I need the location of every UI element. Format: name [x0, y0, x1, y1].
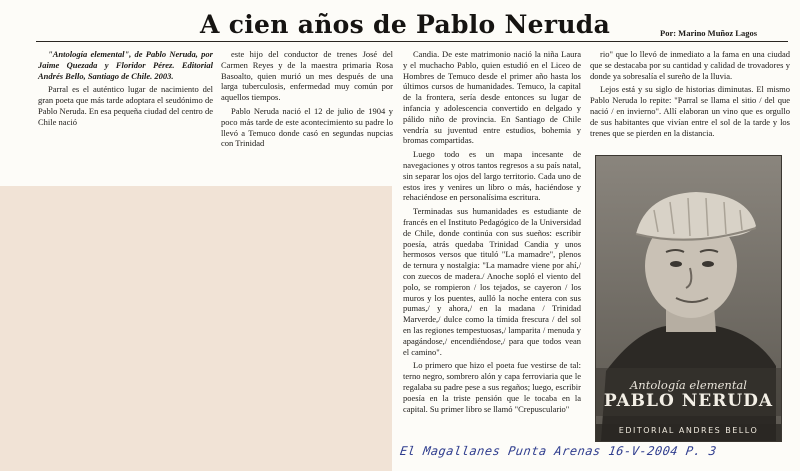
- cover-subtitle: Antología elemental: [630, 378, 747, 392]
- column-4-paragraph: Lejos está y su siglo de historias diminutas. El mismo Pablo Neruda lo repite: "Parral se llama el sitio / del que nació / en invierno". Allí elaboran un vino que es orgullo de sus habitantes que vivían entre el sol de la tarde y los trenes que se pierden en la distancia.: [590, 84, 790, 138]
- column-2-paragraph: este hijo del conductor de trenes José del Carmen Reyes y de la maestra primaria Rosa Basoalto, quien murió un mes después de una larga tuberculosis, enfermedad muy común por aquellos tiempos.: [221, 49, 393, 103]
- article-title: A cien años de Pablo Neruda: [200, 10, 611, 39]
- column-3: [403, 49, 581, 414]
- column-3-paragraph: Candia. De este matrimonio nació la niña Laura y el muchacho Pablo, quien estudió en el Liceo de Hombres de Temuco desde el primer año hasta los últimos cursos de humanidades. Temuco, la capital de la frontera, sería desde entonces su lugar de infancia y adolescencia convertido en delgado y pálido niño de provincia. En Santiago de Chile vendría su juventud entre estudios, bohemia y bromas compartidas.: [403, 49, 581, 146]
- column-1: [38, 49, 213, 179]
- cover-publisher: EDITORIAL ANDRES BELLO: [618, 426, 759, 435]
- book-reference: "Antología elemental", de Pablo Neruda, por Jaime Quezada y Floridor Pérez. Editorial Andrés Bello, Santiago de Chile. 2003.: [38, 49, 213, 81]
- column-2: [221, 49, 393, 174]
- handwritten-source-note: El Magallanes Punta Arenas 16-V-2004 P. 3: [399, 444, 718, 458]
- column-2-paragraph: Pablo Neruda nació el 12 de julio de 1904 y poco más tarde de este acontecimiento su padre lo llevó a Temuco donde casó en segundas nupcias con Trinidad: [221, 105, 393, 149]
- article-byline: Por: Marino Muñoz Lagos: [660, 28, 758, 38]
- blank-area: [0, 186, 392, 471]
- column-4-paragraph: rio" que lo llevó de inmediato a la fama en una ciudad que se destacaba por su cantidad y calidad de trovadores y donde ya sobresalía el sureño de la lluvia.: [590, 49, 790, 81]
- cover-author: PABLO NERUDA: [603, 391, 774, 411]
- column-4: [590, 49, 790, 151]
- column-1-paragraph: Parral es el auténtico lugar de nacimiento del gran poeta que más tarde adoptara el seudónimo de Pablo Neruda. En esa pequeña ciudad del centro de Chile nació: [38, 84, 213, 127]
- column-3-paragraph: Lo primero que hizo el poeta fue vestirse de tal: terno negro, sombrero alón y capa ferroviaria que le regalaba su padre pese a sus regaños; luego, escribir poesía en la triste pensión que le tocaba en la capital. Su primer libro se llamó "Crepusculario": [403, 360, 581, 414]
- book-cover-photo: [595, 155, 782, 442]
- title-divider: [36, 41, 788, 42]
- column-3-paragraph: Luego todo es un mapa incesante de navegaciones y otros tantos regresos a su país natal, sin separar los ojos del largo territorio. Cada uno de estos ires y venires un libro o más, haciéndose y rehaciéndose en personalísima escritura.: [403, 149, 581, 203]
- column-3-paragraph: Terminadas sus humanidades es estudiante de francés en el Instituto Pedagógico de la Universidad de Chile, donde continúa con sus sueños: escribir poesía, atrás quedaba Trinidad Candia y unos hermosos versos que tituló "La mamadre", plenos de ternura y nostalgia: "La mamadre viene por ahí,/ con zuecos de madera./ Anoche sopló el viento del polo, se rompieron / los tejados, se cayeron / los muros y los puentes, aulló la noche entera con sus pumas,/ y ahora,/ en la madana / Trinidad Marverde,/ dulce como la tímida frescura / del sol en las regiones tempestuosas,/ lamparita / menuda y apagándose,/ encendiéndose,/ para que todos vean el camino".: [403, 206, 581, 357]
